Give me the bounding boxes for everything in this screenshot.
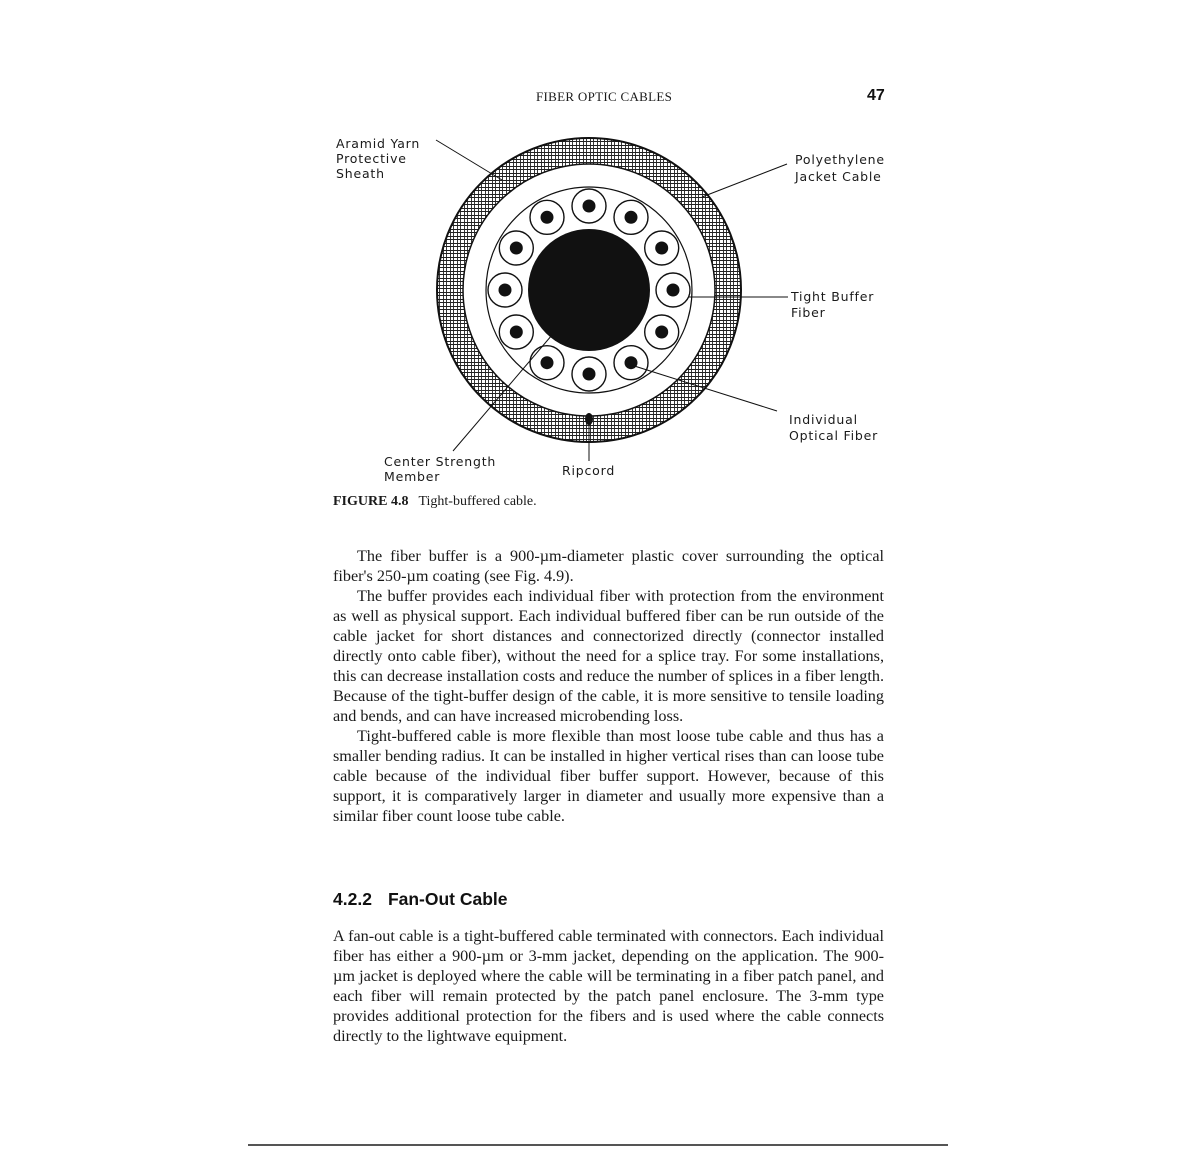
cable-cross-section-figure	[330, 130, 900, 500]
caption-number: FIGURE 4.8	[333, 494, 409, 509]
paragraph: A fan-out cable is a tight-buffered cable terminated with connectors. Each individual fiber has either a 900-µm or 3-mm jacket, depending on the application. The 900-µm jacket is deployed where the cable will be terminating in a fiber patch panel, and each fiber will remain protected by the patch panel enclosure. The 3-mm type provides additional protection for the fibers and is used where the cable connects directly to the lightwave equipment.	[333, 927, 884, 1045]
optical-fiber-core	[625, 356, 638, 369]
body-text-block-2	[333, 926, 884, 1046]
page-number: 47	[867, 87, 885, 104]
label-fiber: Fiber	[791, 305, 826, 320]
polyethylene-leader	[702, 164, 787, 197]
label-polyethylene: Polyethylene	[795, 152, 885, 167]
label-ripcord: Ripcord	[562, 463, 616, 478]
center-strength-member	[528, 229, 650, 351]
optical-fiber-core	[625, 211, 638, 224]
optical-fiber-core	[510, 242, 523, 255]
optical-fiber-core	[655, 326, 668, 339]
optical-fiber-core	[499, 284, 512, 297]
caption-text: Tight-buffered cable.	[418, 494, 537, 509]
ripcord-mark	[585, 413, 593, 425]
label-optical-fiber: Optical Fiber	[789, 428, 879, 443]
label-sheath: Sheath	[336, 166, 385, 181]
label-protective: Protective	[336, 151, 407, 166]
optical-fiber-core	[583, 200, 596, 213]
paragraph: The fiber buffer is a 900-µm-diameter plastic cover surrounding the optical fiber's 250-µm coating (see Fig. 4.9).	[333, 547, 884, 585]
section-heading	[333, 889, 508, 910]
aramid-leader	[436, 140, 502, 180]
optical-fiber-core	[510, 326, 523, 339]
label-center-strength: Center Strength	[384, 454, 497, 469]
paragraph: The buffer provides each individual fiber with protection from the environment as well as physical support. Each individual buffered fiber can be run outside of the cable jacket for short distances and connectorized directly (connector installed directly onto cable fiber), without the need for a splice tray. For some installations, this can decrease installation costs and reduce the number of splices in a fiber length. Because of the tight-buffer design of the cable, it is more sensitive to tensile loading and bends, and can have increased microbending loss.	[333, 587, 884, 725]
section-title: Fan-Out Cable	[387, 889, 508, 909]
section-number: 4.2.2	[333, 889, 372, 909]
optical-fiber-core	[583, 368, 596, 381]
body-text-block-1	[333, 546, 884, 826]
label-member: Member	[384, 469, 441, 484]
figure-caption	[333, 494, 537, 510]
running-head	[0, 89, 1191, 109]
optical-fiber-core	[541, 211, 554, 224]
label-individual: Individual	[789, 412, 858, 427]
bottom-rule	[248, 1144, 948, 1146]
optical-fiber-core	[541, 356, 554, 369]
paragraph: Tight-buffered cable is more flexible than most loose tube cable and thus has a smaller bending radius. It can be installed in higher vertical rises than can loose tube cable because of the individual fiber buffer support. However, because of this support, it is comparatively larger in diameter and usually more expensive than a similar fiber count loose tube cable.	[333, 727, 884, 825]
label-jacket-cable: Jacket Cable	[795, 169, 882, 184]
label-aramid-yarn: Aramid Yarn	[336, 136, 421, 151]
running-title: FIBER OPTIC CABLES	[536, 89, 673, 104]
label-tight-buffer: Tight Buffer	[791, 289, 875, 304]
optical-fiber-core	[655, 242, 668, 255]
optical-fiber-core	[667, 284, 680, 297]
